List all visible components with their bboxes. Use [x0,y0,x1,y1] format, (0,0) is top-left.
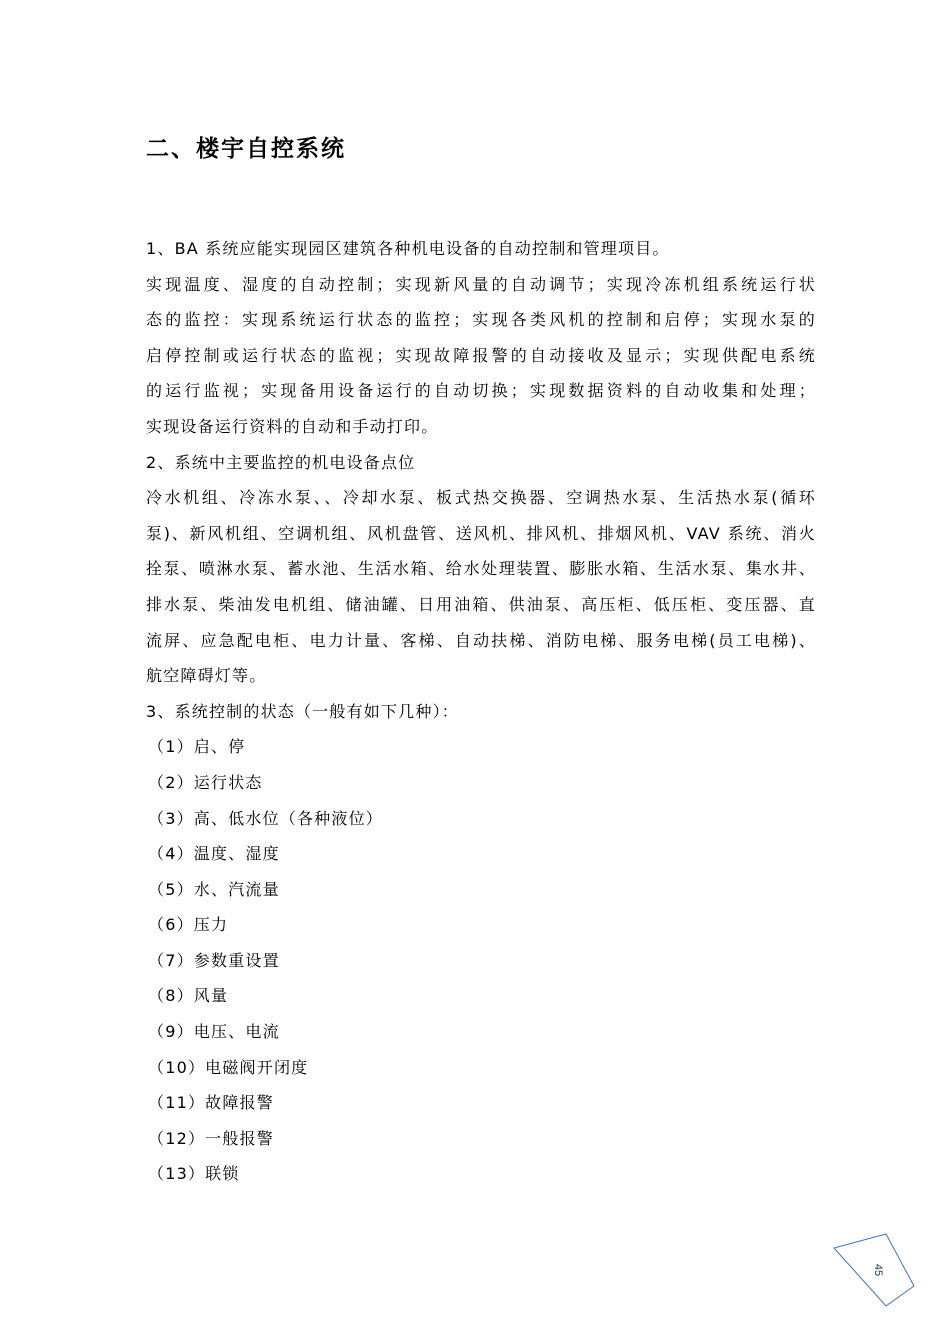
page-heading: 二、楼宇自控系统 [146,136,346,162]
status-list-item: （12）一般报警 [148,1128,274,1148]
section-1-line: 启停控制或运行状态的监视；实现故障报警的自动接收及显示；实现供配电系统 [146,345,816,365]
section-2-line: 排水泵、柴油发电机组、储油罐、日用油箱、供油泵、高压柜、低压柜、变压器、直 [146,594,816,614]
page-number-badge [832,1232,916,1308]
section-1-line: 实现温度、湿度的自动控制；实现新风量的自动调节；实现冷冻机组系统运行状 [146,274,816,294]
section-2-line: 冷水机组、冷冻水泵、、冷却水泵、板式热交换器、空调热水泵、生活热水泵(循环 [146,488,816,508]
status-list-item: （10）电磁阀开闭度 [148,1057,309,1077]
status-list-item: （4）温度、湿度 [148,844,280,864]
section-2-line: 流屏、应急配电柜、电力计量、客梯、自动扶梯、消防电梯、服务电梯(员工电梯)、 [146,630,816,650]
status-list-item: （5）水、汽流量 [148,879,280,899]
section-2-title: 2、系统中主要监控的机电设备点位 [146,452,416,472]
status-list-item: （6）压力 [148,915,229,935]
section-1-line: 实现设备运行资料的自动和手动打印。 [146,416,439,436]
status-list-item: （2）运行状态 [148,772,263,792]
status-list-item: （8）风量 [148,986,229,1006]
status-list-item: （7）参数重设置 [148,950,280,970]
status-list-item: （9）电压、电流 [148,1022,280,1042]
status-list-item: （11）故障报警 [148,1093,274,1113]
section-2-line: 泵)、新风机组、空调机组、风机盘管、送风机、排风机、排烟风机、VAV 系统、消火 [146,523,816,543]
status-list-item: （1）启、停 [148,737,246,757]
section-1-line: 态的监控：实现系统运行状态的监控；实现各类风机的控制和启停；实现水泵的 [146,310,816,330]
body-content [146,231,816,1192]
section-3-title: 3、系统控制的状态（一般有如下几种）： [146,701,459,721]
page-number: 45 [872,1263,884,1277]
section-1-title: 1、BA 系统应能实现园区建筑各种机电设备的自动控制和管理项目。 [146,239,670,258]
section-2-line: 拴泵、喷淋水泵、蓄水池、生活水箱、给水处理装置、膨胀水箱、生活水泵、集水井、 [146,559,816,579]
status-list-item: （13）联锁 [148,1164,240,1184]
section-1-line: 的运行监视；实现备用设备运行的自动切换；实现数据资料的自动收集和处理； [146,381,816,401]
section-2-line: 航空障碍灯等。 [146,666,267,686]
status-list-item: （3）高、低水位（各种液位） [148,808,383,828]
